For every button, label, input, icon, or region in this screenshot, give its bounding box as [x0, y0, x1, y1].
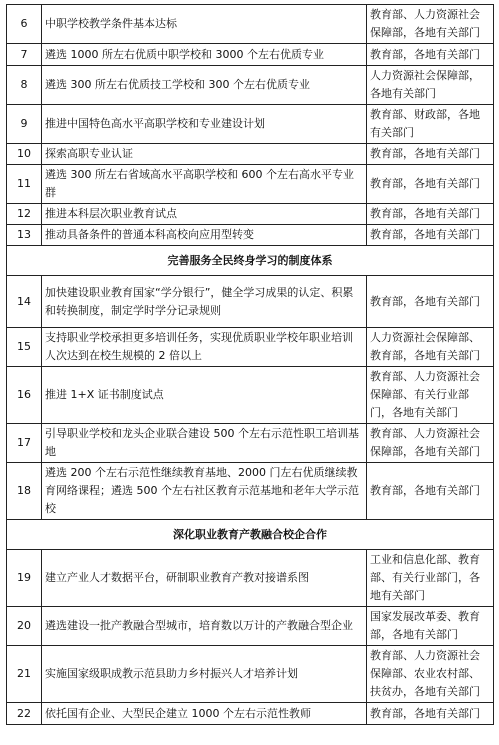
section-title: 深化职业教育产教融合校企合作 — [7, 520, 494, 550]
responsible-departments: 国家发展改革委、教育部，各地有关部门 — [367, 607, 494, 646]
table-row — [7, 646, 494, 703]
responsible-departments: 教育部，各地有关部门 — [367, 144, 494, 165]
task-description: 加快建设职业教育国家“学分银行”，健全学习成果的认定、积累和转换制度，制定学时学分记录规则 — [42, 276, 367, 328]
table-row — [7, 204, 494, 225]
responsible-departments: 教育部，各地有关部门 — [367, 463, 494, 520]
task-description: 依托国有企业、大型民企建立 1000 个左右示范性教师 — [42, 703, 367, 725]
row-number: 12 — [7, 204, 42, 225]
table-row — [7, 105, 494, 144]
row-number: 6 — [7, 5, 42, 44]
responsible-departments: 人力资源社会保障部、教育部，各地有关部门 — [367, 328, 494, 367]
task-description: 遴选 200 个左右示范性继续教育基地、2000 门左右优质继续教育网络课程；遴选 500 个左右社区教育示范基地和老年大学示范校 — [42, 463, 367, 520]
table-row — [7, 328, 494, 367]
responsible-departments: 教育部，各地有关部门 — [367, 703, 494, 725]
task-description: 引导职业学校和龙头企业联合建设 500 个左右示范性职工培训基地 — [42, 424, 367, 463]
table-row — [7, 276, 494, 328]
responsible-departments: 人力资源社会保障部，各地有关部门 — [367, 66, 494, 105]
task-table — [6, 4, 494, 725]
table-row — [7, 144, 494, 165]
task-description: 遴选建设一批产教融合型城市，培育数以万计的产教融合型企业 — [42, 607, 367, 646]
row-number: 19 — [7, 550, 42, 607]
responsible-departments: 教育部、财政部，各地有关部门 — [367, 105, 494, 144]
table-row — [7, 66, 494, 105]
row-number: 21 — [7, 646, 42, 703]
section-title: 完善服务全民终身学习的制度体系 — [7, 246, 494, 276]
task-description: 中职学校教学条件基本达标 — [42, 5, 367, 44]
table-row — [7, 550, 494, 607]
row-number: 14 — [7, 276, 42, 328]
task-description: 支持职业学校承担更多培训任务，实现优质职业学校年职业培训人次达到在校生规模的 2 倍以上 — [42, 328, 367, 367]
table-row — [7, 367, 494, 424]
task-description: 遴选 300 所左右优质技工学校和 300 个左右优质专业 — [42, 66, 367, 105]
row-number: 13 — [7, 225, 42, 246]
task-description: 遴选 300 所左右省域高水平高职学校和 600 个左右高水平专业群 — [42, 165, 367, 204]
responsible-departments: 教育部，各地有关部门 — [367, 225, 494, 246]
task-description: 遴选 1000 所左右优质中职学校和 3000 个左右优质专业 — [42, 44, 367, 66]
table-row — [7, 607, 494, 646]
row-number: 22 — [7, 703, 42, 725]
responsible-departments: 教育部、人力资源社会保障部，各地有关部门 — [367, 5, 494, 44]
responsible-departments: 教育部，各地有关部门 — [367, 44, 494, 66]
table-row — [7, 424, 494, 463]
row-number: 17 — [7, 424, 42, 463]
row-number: 9 — [7, 105, 42, 144]
row-number: 10 — [7, 144, 42, 165]
table-row — [7, 225, 494, 246]
task-description: 实施国家级职成教示范县助力乡村振兴人才培养计划 — [42, 646, 367, 703]
table-row — [7, 463, 494, 520]
task-description: 探索高职专业认证 — [42, 144, 367, 165]
responsible-departments: 教育部、人力资源社会保障部、农业农村部、扶贫办，各地有关部门 — [367, 646, 494, 703]
task-description: 建立产业人才数据平台，研制职业教育产教对接谱系图 — [42, 550, 367, 607]
responsible-departments: 教育部，各地有关部门 — [367, 165, 494, 204]
row-number: 15 — [7, 328, 42, 367]
task-description: 推进本科层次职业教育试点 — [42, 204, 367, 225]
section-header-row — [7, 246, 494, 276]
responsible-departments: 工业和信息化部、教育部、有关行业部门，各地有关部门 — [367, 550, 494, 607]
row-number: 11 — [7, 165, 42, 204]
row-number: 16 — [7, 367, 42, 424]
table-row — [7, 165, 494, 204]
responsible-departments: 教育部、人力资源社会保障部，各地有关部门 — [367, 424, 494, 463]
row-number: 7 — [7, 44, 42, 66]
task-description: 推动具备条件的普通本科高校向应用型转变 — [42, 225, 367, 246]
table-row — [7, 44, 494, 66]
table-body — [7, 5, 494, 725]
responsible-departments: 教育部、人力资源社会保障部、有关行业部门，各地有关部门 — [367, 367, 494, 424]
table-row — [7, 703, 494, 725]
responsible-departments: 教育部，各地有关部门 — [367, 204, 494, 225]
row-number: 20 — [7, 607, 42, 646]
row-number: 8 — [7, 66, 42, 105]
table-row — [7, 5, 494, 44]
task-description: 推进 1+X 证书制度试点 — [42, 367, 367, 424]
responsible-departments: 教育部，各地有关部门 — [367, 276, 494, 328]
section-header-row — [7, 520, 494, 550]
task-description: 推进中国特色高水平高职学校和专业建设计划 — [42, 105, 367, 144]
row-number: 18 — [7, 463, 42, 520]
